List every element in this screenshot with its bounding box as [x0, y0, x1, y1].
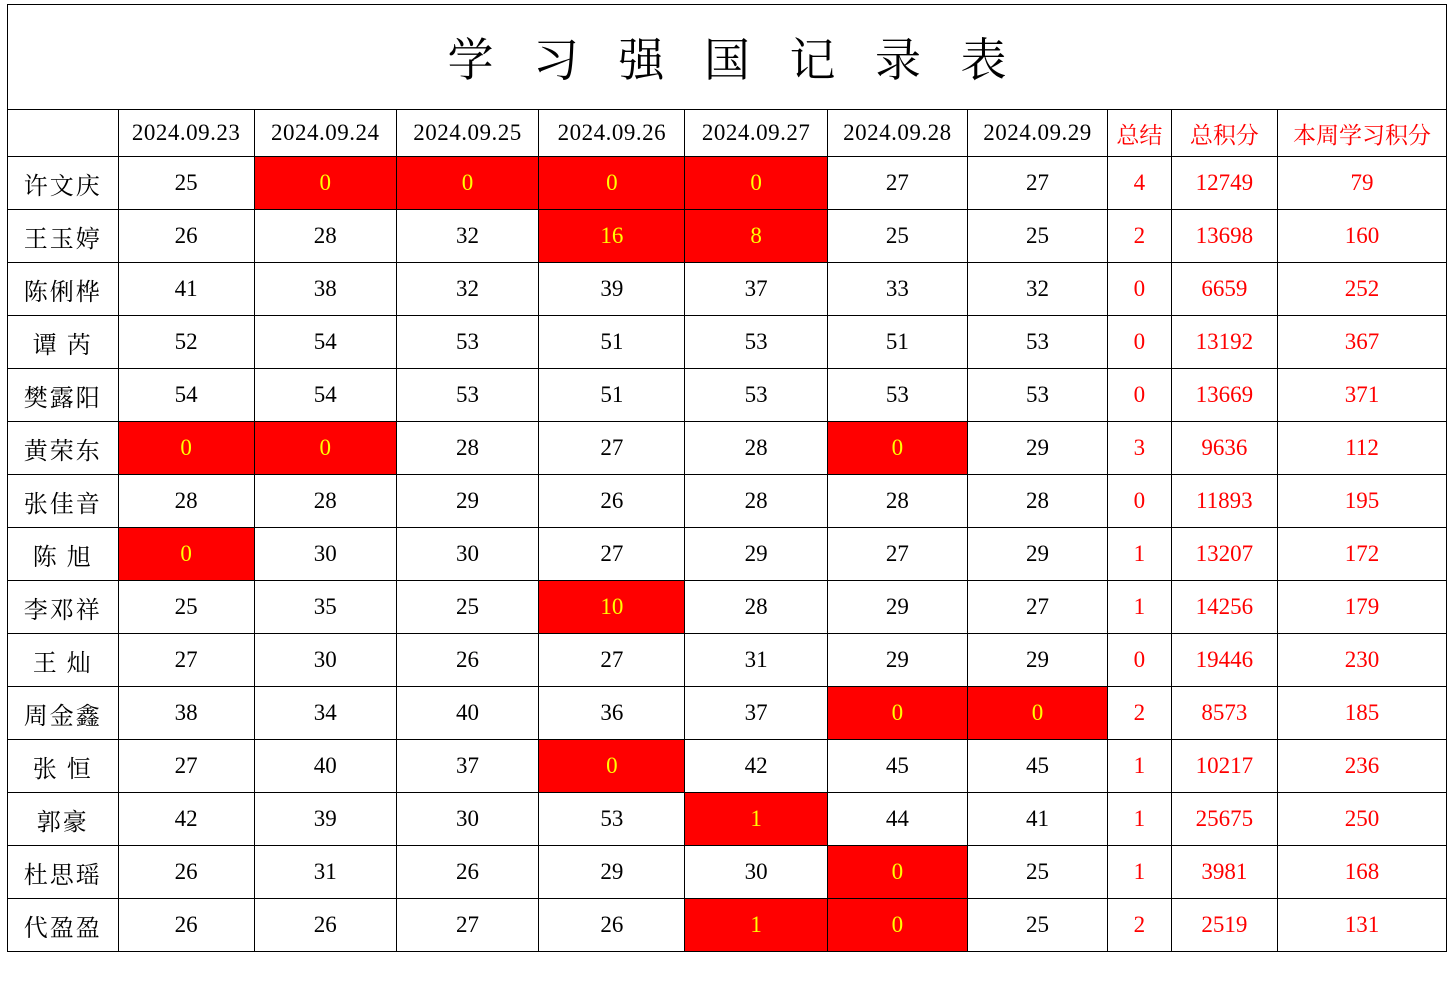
day-score-cell: 26 [396, 846, 538, 899]
day-score-cell: 10 [539, 581, 685, 634]
week-score-cell: 252 [1278, 263, 1447, 316]
day-score-cell: 40 [396, 687, 538, 740]
row-name-cell: 王 灿 [8, 634, 119, 687]
day-score-cell: 1 [685, 899, 827, 952]
day-score-cell: 26 [118, 899, 254, 952]
day-score-cell: 38 [118, 687, 254, 740]
day-score-cell: 29 [967, 634, 1107, 687]
day-score-cell: 27 [967, 581, 1107, 634]
row-name-cell: 周金鑫 [8, 687, 119, 740]
day-score-cell: 44 [827, 793, 967, 846]
summary-cell: 4 [1108, 157, 1171, 210]
day-score-cell: 26 [254, 899, 396, 952]
table-row [8, 581, 1447, 634]
total-score-cell: 6659 [1171, 263, 1277, 316]
day-score-cell: 38 [254, 263, 396, 316]
day-score-cell: 28 [685, 581, 827, 634]
day-score-cell: 37 [685, 687, 827, 740]
day-score-cell: 0 [539, 740, 685, 793]
week-score-cell: 79 [1278, 157, 1447, 210]
day-score-cell: 26 [396, 634, 538, 687]
day-score-cell: 53 [685, 316, 827, 369]
table-row [8, 263, 1447, 316]
week-score-cell: 367 [1278, 316, 1447, 369]
total-score-cell: 10217 [1171, 740, 1277, 793]
title-row [8, 5, 1447, 110]
table-row [8, 316, 1447, 369]
day-score-cell: 27 [827, 528, 967, 581]
day-score-cell: 25 [118, 157, 254, 210]
day-score-cell: 51 [827, 316, 967, 369]
column-header-date-7: 2024.09.29 [967, 110, 1107, 157]
week-score-cell: 185 [1278, 687, 1447, 740]
summary-cell: 0 [1108, 634, 1171, 687]
week-score-cell: 371 [1278, 369, 1447, 422]
day-score-cell: 40 [254, 740, 396, 793]
week-score-cell: 160 [1278, 210, 1447, 263]
column-header-date-1: 2024.09.23 [118, 110, 254, 157]
day-score-cell: 0 [827, 422, 967, 475]
day-score-cell: 0 [967, 687, 1107, 740]
day-score-cell: 29 [967, 422, 1107, 475]
day-score-cell: 27 [118, 634, 254, 687]
day-score-cell: 0 [254, 422, 396, 475]
row-name-cell: 樊露阳 [8, 369, 119, 422]
day-score-cell: 39 [254, 793, 396, 846]
day-score-cell: 28 [396, 422, 538, 475]
summary-cell: 0 [1108, 475, 1171, 528]
week-score-cell: 131 [1278, 899, 1447, 952]
row-name-cell: 许文庆 [8, 157, 119, 210]
day-score-cell: 27 [967, 157, 1107, 210]
day-score-cell: 28 [827, 475, 967, 528]
day-score-cell: 53 [396, 316, 538, 369]
day-score-cell: 31 [685, 634, 827, 687]
day-score-cell: 32 [967, 263, 1107, 316]
day-score-cell: 41 [967, 793, 1107, 846]
day-score-cell: 54 [254, 369, 396, 422]
row-name-cell: 王玉婷 [8, 210, 119, 263]
total-score-cell: 11893 [1171, 475, 1277, 528]
table-row [8, 687, 1447, 740]
day-score-cell: 26 [539, 475, 685, 528]
day-score-cell: 32 [396, 263, 538, 316]
day-score-cell: 28 [685, 422, 827, 475]
day-score-cell: 29 [685, 528, 827, 581]
total-score-cell: 9636 [1171, 422, 1277, 475]
day-score-cell: 45 [827, 740, 967, 793]
summary-cell: 1 [1108, 528, 1171, 581]
summary-cell: 1 [1108, 793, 1171, 846]
table-row [8, 793, 1447, 846]
day-score-cell: 26 [118, 846, 254, 899]
summary-cell: 2 [1108, 899, 1171, 952]
day-score-cell: 29 [396, 475, 538, 528]
page-title: 学 习 强 国 记 录 表 [8, 5, 1447, 110]
week-score-cell: 112 [1278, 422, 1447, 475]
summary-cell: 3 [1108, 422, 1171, 475]
day-score-cell: 37 [685, 263, 827, 316]
day-score-cell: 0 [118, 422, 254, 475]
day-score-cell: 8 [685, 210, 827, 263]
week-score-cell: 236 [1278, 740, 1447, 793]
total-score-cell: 14256 [1171, 581, 1277, 634]
total-score-cell: 12749 [1171, 157, 1277, 210]
total-score-cell: 8573 [1171, 687, 1277, 740]
row-name-cell: 杜思瑶 [8, 846, 119, 899]
day-score-cell: 34 [254, 687, 396, 740]
day-score-cell: 36 [539, 687, 685, 740]
day-score-cell: 0 [827, 846, 967, 899]
summary-cell: 1 [1108, 846, 1171, 899]
day-score-cell: 53 [967, 369, 1107, 422]
day-score-cell: 35 [254, 581, 396, 634]
day-score-cell: 51 [539, 369, 685, 422]
column-header-date-2: 2024.09.24 [254, 110, 396, 157]
day-score-cell: 53 [685, 369, 827, 422]
column-header-date-6: 2024.09.28 [827, 110, 967, 157]
column-header-date-5: 2024.09.27 [685, 110, 827, 157]
day-score-cell: 33 [827, 263, 967, 316]
day-score-cell: 27 [827, 157, 967, 210]
day-score-cell: 27 [118, 740, 254, 793]
week-score-cell: 195 [1278, 475, 1447, 528]
summary-cell: 2 [1108, 210, 1171, 263]
table-header-row [8, 110, 1447, 157]
summary-cell: 0 [1108, 369, 1171, 422]
summary-cell: 0 [1108, 263, 1171, 316]
day-score-cell: 29 [539, 846, 685, 899]
day-score-cell: 41 [118, 263, 254, 316]
total-score-cell: 25675 [1171, 793, 1277, 846]
column-header-summary: 总结 [1108, 110, 1171, 157]
total-score-cell: 3981 [1171, 846, 1277, 899]
day-score-cell: 30 [254, 634, 396, 687]
table-row [8, 422, 1447, 475]
day-score-cell: 29 [827, 581, 967, 634]
day-score-cell: 16 [539, 210, 685, 263]
table-row [8, 157, 1447, 210]
day-score-cell: 29 [827, 634, 967, 687]
day-score-cell: 30 [685, 846, 827, 899]
row-name-cell: 郭豪 [8, 793, 119, 846]
week-score-cell: 179 [1278, 581, 1447, 634]
summary-cell: 1 [1108, 581, 1171, 634]
row-name-cell: 谭 芮 [8, 316, 119, 369]
day-score-cell: 25 [827, 210, 967, 263]
table-row [8, 634, 1447, 687]
day-score-cell: 25 [967, 210, 1107, 263]
day-score-cell: 27 [396, 899, 538, 952]
day-score-cell: 1 [685, 793, 827, 846]
day-score-cell: 45 [967, 740, 1107, 793]
day-score-cell: 54 [118, 369, 254, 422]
day-score-cell: 27 [539, 528, 685, 581]
column-header-date-3: 2024.09.25 [396, 110, 538, 157]
table-row [8, 369, 1447, 422]
total-score-cell: 13698 [1171, 210, 1277, 263]
summary-cell: 0 [1108, 316, 1171, 369]
table-row [8, 740, 1447, 793]
week-score-cell: 172 [1278, 528, 1447, 581]
day-score-cell: 28 [685, 475, 827, 528]
row-name-cell: 代盈盈 [8, 899, 119, 952]
row-name-cell: 张 恒 [8, 740, 119, 793]
day-score-cell: 26 [539, 899, 685, 952]
day-score-cell: 0 [827, 687, 967, 740]
day-score-cell: 39 [539, 263, 685, 316]
day-score-cell: 26 [118, 210, 254, 263]
table-row [8, 846, 1447, 899]
week-score-cell: 250 [1278, 793, 1447, 846]
day-score-cell: 42 [118, 793, 254, 846]
day-score-cell: 31 [254, 846, 396, 899]
day-score-cell: 30 [396, 528, 538, 581]
day-score-cell: 28 [254, 210, 396, 263]
day-score-cell: 54 [254, 316, 396, 369]
day-score-cell: 51 [539, 316, 685, 369]
day-score-cell: 25 [118, 581, 254, 634]
day-score-cell: 27 [539, 422, 685, 475]
day-score-cell: 30 [396, 793, 538, 846]
row-name-cell: 黄荣东 [8, 422, 119, 475]
day-score-cell: 28 [967, 475, 1107, 528]
table-row [8, 899, 1447, 952]
day-score-cell: 52 [118, 316, 254, 369]
study-record-table [7, 4, 1447, 952]
day-score-cell: 25 [967, 846, 1107, 899]
day-score-cell: 30 [254, 528, 396, 581]
table-row [8, 528, 1447, 581]
day-score-cell: 53 [396, 369, 538, 422]
column-header-total-score: 总积分 [1171, 110, 1277, 157]
header-corner-cell [8, 110, 119, 157]
summary-cell: 2 [1108, 687, 1171, 740]
column-header-date-4: 2024.09.26 [539, 110, 685, 157]
day-score-cell: 53 [967, 316, 1107, 369]
day-score-cell: 53 [539, 793, 685, 846]
row-name-cell: 李邓祥 [8, 581, 119, 634]
day-score-cell: 28 [118, 475, 254, 528]
day-score-cell: 0 [539, 157, 685, 210]
day-score-cell: 0 [396, 157, 538, 210]
day-score-cell: 25 [967, 899, 1107, 952]
day-score-cell: 32 [396, 210, 538, 263]
table-row [8, 475, 1447, 528]
day-score-cell: 37 [396, 740, 538, 793]
total-score-cell: 13192 [1171, 316, 1277, 369]
day-score-cell: 28 [254, 475, 396, 528]
day-score-cell: 0 [685, 157, 827, 210]
row-name-cell: 陈俐桦 [8, 263, 119, 316]
day-score-cell: 27 [539, 634, 685, 687]
summary-cell: 1 [1108, 740, 1171, 793]
row-name-cell: 陈 旭 [8, 528, 119, 581]
total-score-cell: 19446 [1171, 634, 1277, 687]
day-score-cell: 25 [396, 581, 538, 634]
day-score-cell: 53 [827, 369, 967, 422]
table-row [8, 210, 1447, 263]
total-score-cell: 2519 [1171, 899, 1277, 952]
day-score-cell: 0 [254, 157, 396, 210]
week-score-cell: 168 [1278, 846, 1447, 899]
column-header-week-score: 本周学习积分 [1278, 110, 1447, 157]
day-score-cell: 0 [827, 899, 967, 952]
day-score-cell: 0 [118, 528, 254, 581]
total-score-cell: 13669 [1171, 369, 1277, 422]
day-score-cell: 29 [967, 528, 1107, 581]
day-score-cell: 42 [685, 740, 827, 793]
row-name-cell: 张佳音 [8, 475, 119, 528]
total-score-cell: 13207 [1171, 528, 1277, 581]
week-score-cell: 230 [1278, 634, 1447, 687]
